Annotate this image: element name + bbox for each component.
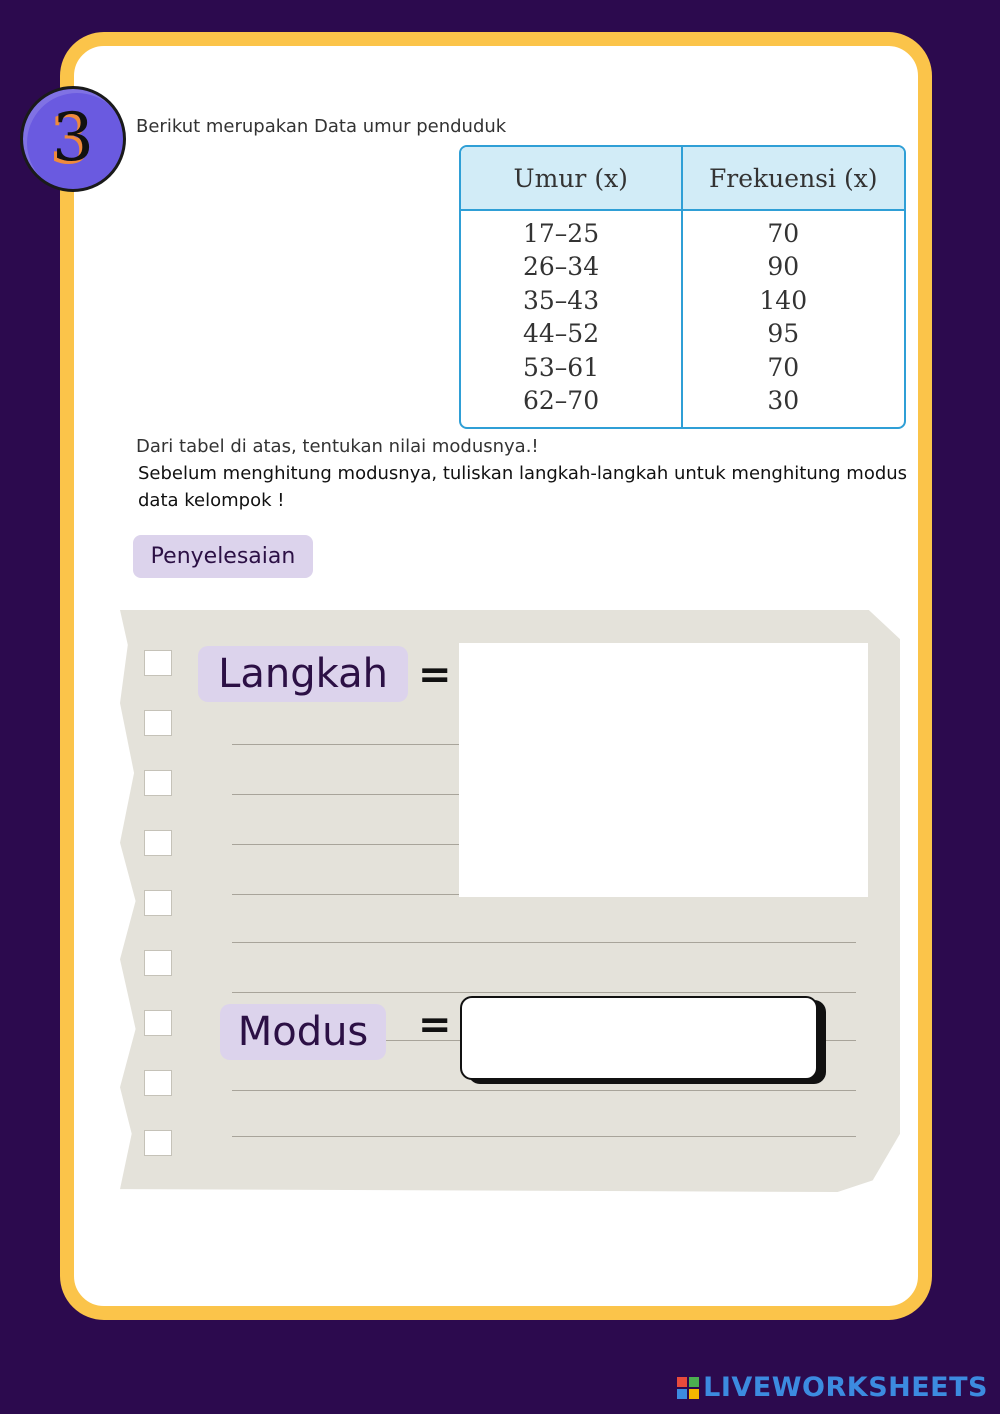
liveworksheets-logo-icon bbox=[677, 1377, 699, 1399]
frekuensi-column bbox=[683, 211, 905, 429]
modus-equals: = bbox=[418, 1002, 452, 1048]
liveworksheets-brand bbox=[677, 1372, 988, 1403]
age-frequency-table bbox=[459, 145, 906, 429]
langkah-equals: = bbox=[418, 652, 452, 698]
intro-text: Berikut merupakan Data umur penduduk bbox=[136, 116, 507, 137]
binder-hole bbox=[144, 710, 172, 736]
binder-hole bbox=[144, 1010, 172, 1036]
frekuensi-cell: 70 bbox=[767, 219, 800, 248]
question-number: 3 bbox=[52, 98, 94, 176]
question-text: Dari tabel di atas, tentukan nilai modusnya.! bbox=[136, 436, 539, 457]
umur-cell: 26–34 bbox=[523, 252, 600, 282]
ruled-line bbox=[232, 942, 856, 943]
header-frekuensi: Frekuensi (x) bbox=[708, 163, 878, 193]
brand-text: LIVEWORKSHEETS bbox=[703, 1372, 988, 1403]
table-body bbox=[461, 211, 904, 429]
frekuensi-cell: 140 bbox=[759, 285, 808, 315]
frekuensi-cell: 70 bbox=[767, 352, 800, 382]
binder-hole bbox=[144, 1070, 172, 1096]
umur-cell: 53–61 bbox=[523, 352, 600, 382]
binder-hole bbox=[144, 830, 172, 856]
umur-cell: 62–70 bbox=[523, 385, 600, 415]
binder-hole bbox=[144, 650, 172, 676]
modus-answer-box[interactable] bbox=[460, 996, 818, 1080]
frekuensi-cell: 95 bbox=[767, 319, 800, 349]
table-header-row bbox=[461, 147, 904, 211]
langkah-answer-box[interactable] bbox=[459, 643, 868, 897]
question-number-badge bbox=[20, 86, 126, 192]
umur-cell: 35–43 bbox=[523, 285, 600, 315]
binder-hole bbox=[144, 890, 172, 916]
binder-hole bbox=[144, 1130, 172, 1156]
header-umur: Umur (x) bbox=[461, 147, 683, 209]
ruled-line bbox=[232, 1090, 856, 1091]
ruled-line bbox=[232, 1136, 856, 1137]
binder-hole bbox=[144, 770, 172, 796]
umur-cell: 17–25 bbox=[523, 219, 600, 248]
instruction-text: Sebelum menghitung modusnya, tuliskan langkah-langkah untuk menghitung modus data kelompok ! bbox=[138, 463, 908, 511]
frekuensi-cell: 90 bbox=[767, 252, 800, 282]
umur-cell: 44–52 bbox=[523, 319, 600, 349]
modus-label: Modus bbox=[220, 1004, 386, 1060]
ruled-line bbox=[232, 992, 856, 993]
binder-hole bbox=[144, 950, 172, 976]
langkah-label: Langkah bbox=[198, 646, 408, 702]
frekuensi-cell: 30 bbox=[767, 385, 800, 415]
solution-label: Penyelesaian bbox=[133, 535, 313, 578]
umur-column bbox=[461, 211, 683, 429]
